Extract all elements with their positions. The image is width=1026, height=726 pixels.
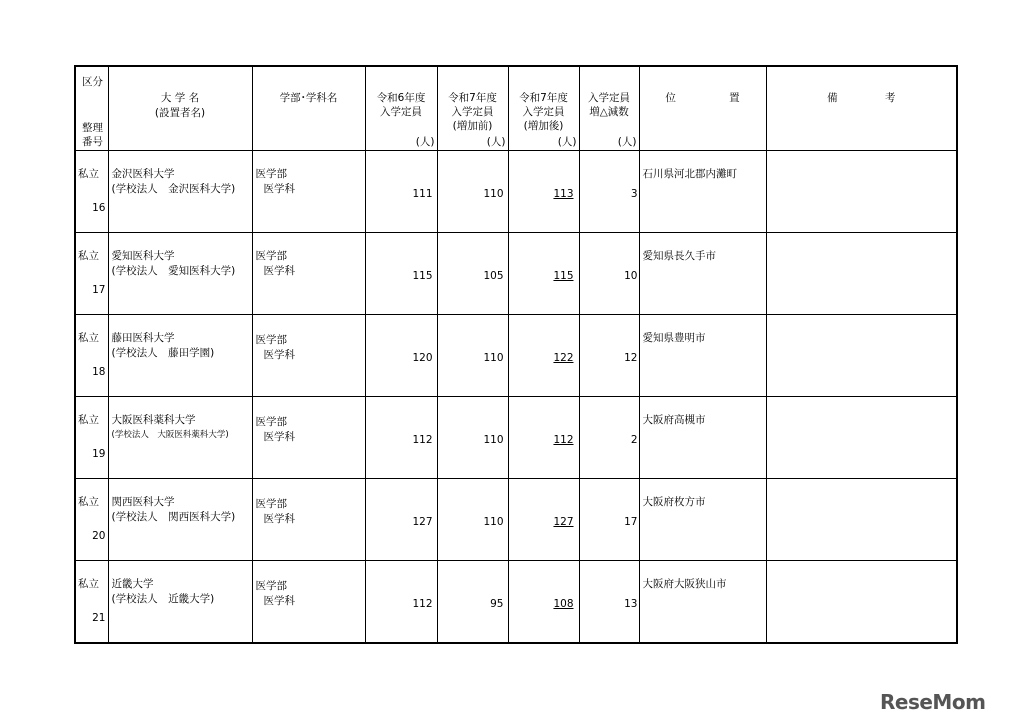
r6-cell — [365, 315, 437, 397]
location-cell — [639, 151, 766, 233]
corporation-name: (学校法人 藤田学園) — [111, 347, 215, 359]
sector-cell — [75, 233, 108, 315]
r6-capacity: 112 — [412, 598, 433, 610]
university-cell — [108, 233, 252, 315]
header-r6-unit: (人) — [415, 136, 435, 148]
corporation-name: (学校法人 愛知医科大学) — [111, 265, 236, 277]
sector-label: 私立 — [78, 578, 99, 590]
header-faculty-label: 学部･学科名 — [279, 92, 338, 104]
faculty-name: 医学部 — [255, 168, 287, 180]
r6-capacity: 111 — [412, 188, 433, 200]
header-category — [75, 66, 108, 151]
university-name: 大阪医科薬科大学 — [111, 414, 196, 426]
faculty-name: 医学部 — [255, 580, 287, 592]
r7-before-capacity: 95 — [490, 598, 504, 610]
header-r7-before — [437, 66, 508, 151]
remarks-cell — [766, 233, 957, 315]
header-number-label-2: 番号 — [82, 136, 103, 148]
department-name: 医学科 — [263, 513, 295, 525]
department-name: 医学科 — [263, 595, 295, 607]
r7-before-cell — [437, 397, 508, 479]
row-number: 19 — [92, 448, 106, 460]
corporation-name: (学校法人 大阪医科薬科大学) — [111, 430, 229, 440]
table-row — [75, 561, 957, 644]
corporation-name: (学校法人 関西医科大学) — [111, 511, 236, 523]
row-number: 20 — [92, 530, 106, 542]
location-text: 石川県河北郡内灘町 — [642, 168, 737, 180]
sector-label: 私立 — [78, 168, 99, 180]
r7-after-cell — [508, 561, 579, 644]
r6-cell — [365, 479, 437, 561]
remarks-cell — [766, 315, 957, 397]
row-number: 16 — [92, 202, 106, 214]
department-name: 医学科 — [263, 265, 295, 277]
r7-before-cell — [437, 233, 508, 315]
capacity-change: 13 — [624, 598, 638, 610]
header-remarks — [766, 66, 957, 151]
header-r7-before-label-3: (増加前) — [452, 120, 493, 132]
department-name: 医学科 — [263, 349, 295, 361]
header-change — [579, 66, 639, 151]
remarks-cell — [766, 397, 957, 479]
sector-cell — [75, 397, 108, 479]
university-cell — [108, 151, 252, 233]
university-name: 愛知医科大学 — [111, 250, 175, 262]
corporation-name: (学校法人 金沢医科大学) — [111, 183, 236, 195]
r7-after-cell — [508, 151, 579, 233]
r7-after-capacity: 122 — [553, 352, 574, 364]
corporation-name: (学校法人 近畿大学) — [111, 593, 215, 605]
r7-after-cell — [508, 315, 579, 397]
university-name: 関西医科大学 — [111, 496, 175, 508]
r7-before-capacity: 105 — [483, 270, 504, 282]
sector-label: 私立 — [78, 332, 99, 344]
header-r7-before-unit: (人) — [486, 136, 506, 148]
capacity-change: 2 — [630, 434, 638, 446]
remarks-cell — [766, 479, 957, 561]
header-location — [639, 66, 766, 151]
r7-before-cell — [437, 151, 508, 233]
r7-after-capacity: 113 — [553, 188, 574, 200]
remarks-cell — [766, 561, 957, 644]
faculty-name: 医学部 — [255, 250, 287, 262]
capacity-change: 3 — [630, 188, 638, 200]
header-r6-label-1: 令和6年度 — [376, 92, 426, 104]
table-row — [75, 479, 957, 561]
r6-cell — [365, 397, 437, 479]
header-r7-after — [508, 66, 579, 151]
r6-capacity: 115 — [412, 270, 433, 282]
location-cell — [639, 479, 766, 561]
sector-label: 私立 — [78, 414, 99, 426]
r6-capacity: 112 — [412, 434, 433, 446]
header-change-unit: (人) — [617, 136, 637, 148]
location-text: 大阪府枚方市 — [642, 496, 706, 508]
r6-capacity: 120 — [412, 352, 433, 364]
r7-after-cell — [508, 479, 579, 561]
r7-before-cell — [437, 561, 508, 644]
header-university-label: 大 学 名 — [160, 92, 200, 104]
r7-after-capacity: 127 — [553, 516, 574, 528]
location-text: 愛知県長久手市 — [642, 250, 716, 262]
faculty-cell — [252, 233, 365, 315]
r6-cell — [365, 233, 437, 315]
header-change-label-1: 入学定員 — [588, 92, 630, 104]
location-text: 大阪府大阪狭山市 — [642, 578, 727, 590]
header-category-label: 区分 — [82, 76, 103, 88]
university-name: 藤田医科大学 — [111, 332, 175, 344]
header-row — [75, 66, 957, 151]
sector-cell — [75, 479, 108, 561]
table-row — [75, 397, 957, 479]
university-name: 近畿大学 — [111, 578, 154, 590]
university-cell — [108, 397, 252, 479]
sector-label: 私立 — [78, 496, 99, 508]
r7-before-cell — [437, 315, 508, 397]
header-r7-before-label-1: 令和7年度 — [448, 92, 497, 104]
location-text: 愛知県豊明市 — [642, 332, 706, 344]
r7-before-capacity: 110 — [483, 516, 504, 528]
header-owner-label: (設置者名) — [154, 107, 206, 119]
row-number: 21 — [92, 612, 106, 624]
faculty-cell — [252, 397, 365, 479]
header-r7-after-label-1: 令和7年度 — [519, 92, 568, 104]
change-cell — [579, 561, 639, 644]
header-r7-before-label-2: 入学定員 — [451, 106, 494, 118]
faculty-name: 医学部 — [255, 334, 287, 346]
table-row — [75, 151, 957, 233]
sector-cell — [75, 151, 108, 233]
capacity-change: 12 — [624, 352, 638, 364]
table-row — [75, 233, 957, 315]
university-name: 金沢医科大学 — [111, 168, 175, 180]
change-cell — [579, 315, 639, 397]
header-r6-label-2: 入学定員 — [380, 106, 422, 118]
r6-cell — [365, 561, 437, 644]
change-cell — [579, 151, 639, 233]
remarks-cell — [766, 151, 957, 233]
row-number: 18 — [92, 366, 106, 378]
r7-before-capacity: 110 — [483, 352, 504, 364]
department-name: 医学科 — [263, 431, 295, 443]
table-row — [75, 315, 957, 397]
r7-after-capacity: 108 — [553, 598, 574, 610]
department-name: 医学科 — [263, 183, 295, 195]
r6-capacity: 127 — [412, 516, 433, 528]
change-cell — [579, 397, 639, 479]
location-cell — [639, 561, 766, 644]
header-r7-after-unit: (人) — [557, 136, 577, 148]
header-r7-after-label-2: 入学定員 — [522, 106, 565, 118]
header-university — [108, 66, 252, 151]
header-remarks-label: 備 考 — [827, 92, 896, 104]
header-faculty — [252, 66, 365, 151]
row-number: 17 — [92, 284, 106, 296]
header-number-label-1: 整理 — [82, 122, 103, 134]
r6-cell — [365, 151, 437, 233]
faculty-name: 医学部 — [255, 498, 287, 510]
capacity-change: 17 — [624, 516, 638, 528]
capacity-change: 10 — [624, 270, 638, 282]
header-r7-after-label-3: (増加後) — [523, 120, 564, 132]
enrollment-table — [74, 65, 958, 644]
university-cell — [108, 561, 252, 644]
location-cell — [639, 397, 766, 479]
location-cell — [639, 233, 766, 315]
university-cell — [108, 315, 252, 397]
header-change-label-2: 増△減数 — [589, 106, 629, 118]
resemom-logo: ReseMom — [880, 690, 986, 714]
r7-after-capacity: 115 — [553, 270, 574, 282]
university-cell — [108, 479, 252, 561]
faculty-cell — [252, 151, 365, 233]
sector-cell — [75, 315, 108, 397]
faculty-cell — [252, 561, 365, 644]
r7-after-cell — [508, 233, 579, 315]
change-cell — [579, 233, 639, 315]
r7-after-capacity: 112 — [553, 434, 574, 446]
r7-before-cell — [437, 479, 508, 561]
change-cell — [579, 479, 639, 561]
location-text: 大阪府高槻市 — [642, 414, 706, 426]
r7-after-cell — [508, 397, 579, 479]
header-location-label: 位 置 — [665, 92, 740, 104]
faculty-cell — [252, 479, 365, 561]
r7-before-capacity: 110 — [483, 434, 504, 446]
sector-label: 私立 — [78, 250, 99, 262]
faculty-name: 医学部 — [255, 416, 287, 428]
location-cell — [639, 315, 766, 397]
header-r6 — [365, 66, 437, 151]
sector-cell — [75, 561, 108, 644]
faculty-cell — [252, 315, 365, 397]
r7-before-capacity: 110 — [483, 188, 504, 200]
